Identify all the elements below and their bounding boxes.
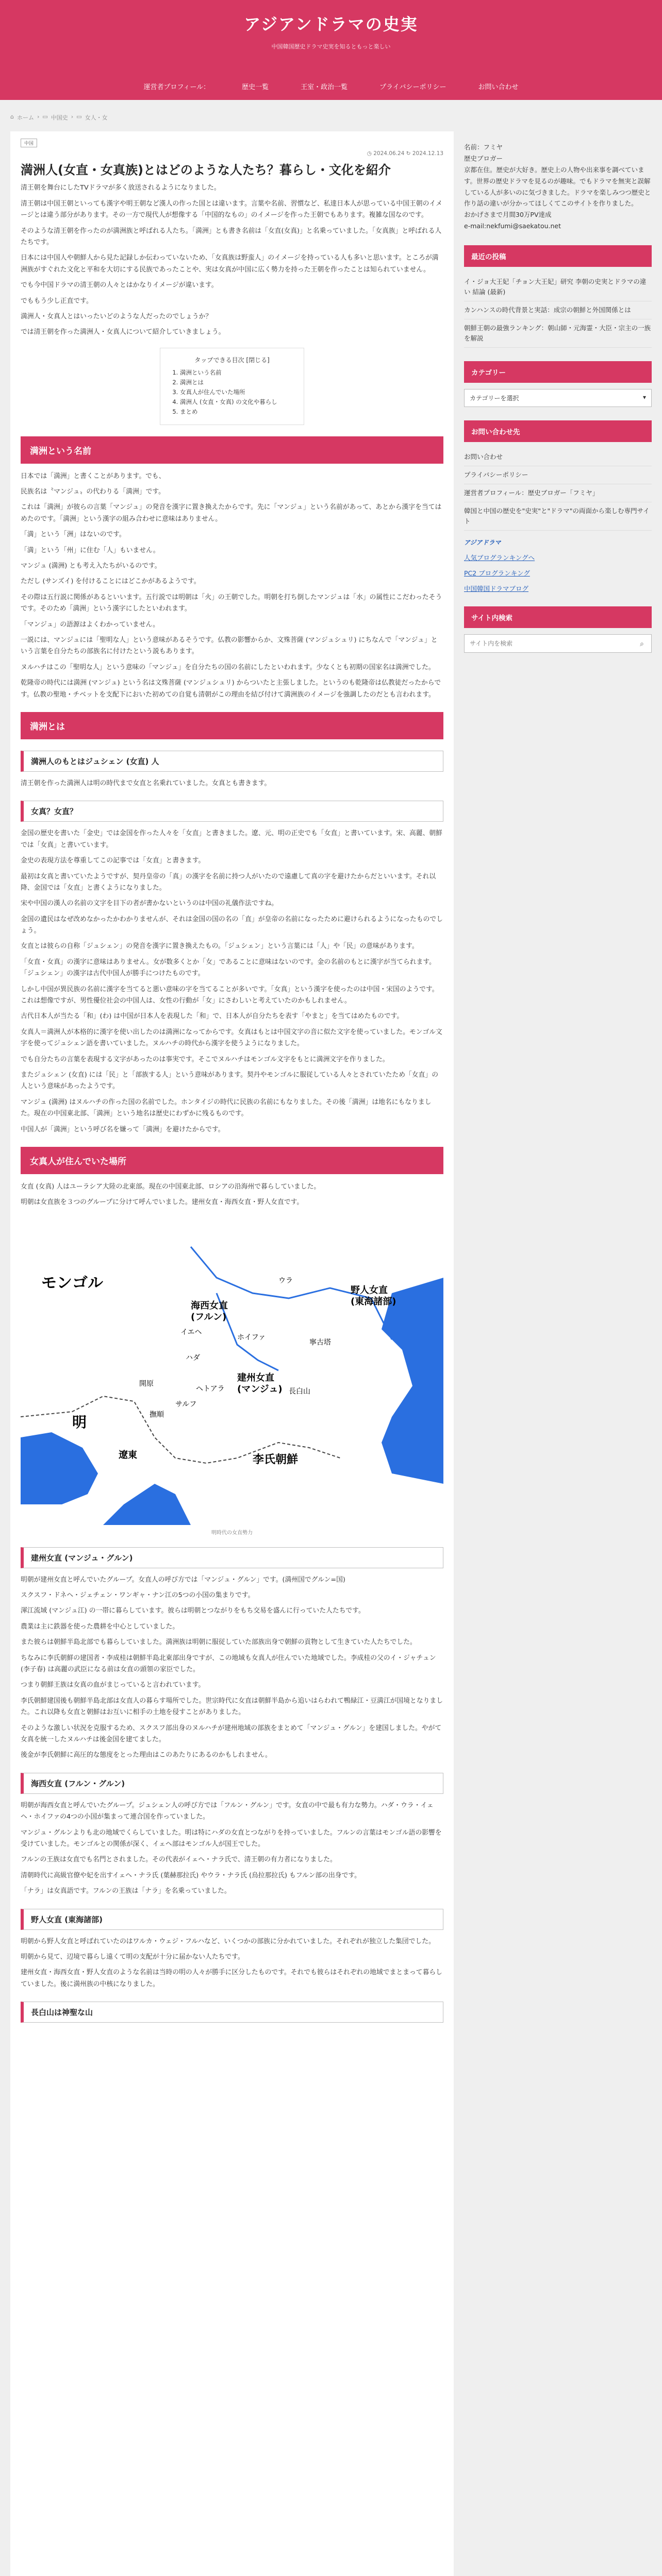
map-label: 長白山 [289,1387,310,1396]
map-label: 遼東 [119,1449,137,1461]
section-paragraph: ヌルハチはこの「聖明な人」という意味の「マンジュ」を自分たちの国の名前にしたといわれます。少なくとも初期の国家名は満洲でした。 [21,663,435,671]
subsection-heading: 野人女直 (東海諸部) [21,1909,443,1930]
category-tag[interactable]: 中国 [21,139,37,147]
search-button[interactable] [633,635,651,652]
section-paragraph: マンジュ・グルンよりも北の地域でくらしていました。明は特にハダの女直とつながりを持っていました。フルンの言葉はモンゴル語の影響を受けていました。モンゴルとの関係が深く、イェヘ部はモンゴル人が国王でした。 [21,1828,442,1848]
section-paragraph: 女真人＝満洲人が本格的に漢字を使い出したのは満洲になってからです。女真はもとは中国文字の音に似た文字を使っていました。モンゴル文字を使ってジュシェン語を書いていました。ヌルハチの時代から漢字を使うようになりました。 [21,1028,442,1048]
search-heading: サイト内検索 [464,606,652,628]
section-paragraph: 女直 (女真) 人はユーラシア大陸の北東部。現在の中国東北部、ロシアの沿海州で暮らしていました。 [21,1182,321,1191]
section-paragraph: 「マンジュ」の語源はよくわかっていません。 [21,620,159,629]
map-label: 海西女直(フルン) [191,1300,228,1323]
section-paragraph: 金国の遺民はなぜ改めなかったかわかりませんが、それは金国の国の名の「直」が皇帝の名前になったために避けられるようになったものでしょう。 [21,915,443,935]
section-paragraph: 「女直・女真」の漢字に意味はありません。女が数多くとか「女」であることに意味はないのです。金の名前のもとに漢字が当てられます。「ジュシェン」の漢字は古代中国人が勝手につけたものです。 [21,958,436,978]
section-paragraph: 古代日本人が当たる「和」(わ) は中国が日本人を表現した「和」で、日本人が自分たちを表す「やまと」を当てはめたものです。 [21,1012,404,1021]
section-paragraph: ただし (サンズイ) を付けることにはどこかがあるようです。 [21,578,201,586]
section-paragraph: フルンの王族は女直でも名門とされました。その代表がイェヘ・ナラ氏で、清王朝の有力者になりました。 [21,1856,337,1864]
profile-bio: 京都在住。歴史が大好き。歴史上の人物や出来事を調べています。世界の歴史ドラマを見るのが趣味。でもドラマを無実と誤解している人が多いのに気づきました。ドラマを楽しみつつ歴史と作り話の違いが分かってほしくてこのサイトを作りました。 [464,165,651,208]
recent-post-link[interactable]: 朝鮮王朝の最強ランキング：朝山師・元海霊・大臣・宗主の一族を解説 [464,319,652,348]
section-paragraph: でも自分たちの言葉を表現する文字があったのは事実です。そこでヌルハチはモンゴル文字をもとに満洲文字を作りました。 [21,1055,389,1063]
article [10,131,454,2576]
ranking-link[interactable]: 人気ブログランキングへ [464,554,535,562]
toc-item[interactable]: 3. 女真人が住んでいた場所 [180,388,292,396]
intro-paragraph: 清王朝を舞台にしたTVドラマが多く放送されるようになりました。 [21,184,221,192]
clock-icon: ◷ [367,150,372,157]
ranking-link-drama[interactable]: 中国韓国ドラマブログ [464,585,529,592]
recent-post-link[interactable]: イ・ジョ大王妃「チョン大王妃」研究 李朝の史実とドラマの違い 結論 (最新) [464,273,652,301]
post-dates [21,150,443,157]
sidebar [464,142,652,666]
section-paragraph: 民族名は〝マンジュ〟の代わりる「満洲」です。 [21,488,165,496]
map-label: 李氏朝鮮 [253,1453,299,1466]
intro-paragraph: 満洲人・女真人とはいったいどのような人だったのでしょうか？ [21,312,212,320]
section-paragraph: 後金が李氏朝鮮に高圧的な態度をとった理由はこのあたりにあるのかもしれません。 [21,1751,272,1759]
map-caption: 明時代の女直勢力 [211,1530,253,1536]
article-body [21,182,443,2023]
breadcrumb-category[interactable]: 中国史 [51,114,68,121]
recent-post-link[interactable]: カンハンスの時代背景と実話：成宗の朝鮮と外国関係とは [464,301,652,319]
nav-item-privacy[interactable]: プライバシーポリシー [379,83,446,91]
section-paragraph: しかし中国が異民族の名前に漢字を当てると悪い意味の字を当てることが多いです。「女真」という漢字を使ったのは中国・宋国のようです。これは想像ですが、男性優位社会の中国人は、女性の行動が「女」にさわしいと考えていたのかもしれません。 [21,985,439,1005]
search-box [464,634,652,653]
nav-item-history[interactable]: 歴史一覧 [242,83,269,91]
map-label: モンゴル [41,1274,103,1292]
map-label: ハダ [186,1353,200,1362]
section-paragraph: マンジュ (満洲) はヌルハチの作った国の名前でした。ホンタイジの時代に民族の名前にもなりました。その後「満洲」は地名にもなりました。現在の中国東北部、「満洲」という地名は歴史にわずかに残るものです。 [21,1098,432,1118]
search-widget [464,606,652,653]
subsection-heading: 建州女直 (マンジュ・グルン) [21,1547,443,1568]
map-label: イエヘ [180,1328,202,1336]
section-paragraph: また彼らは朝鮮半島北部でも暮らしていました。満洲族は明朝に服従していた部族出身で朝鮮の貢物として生きていた人たちでした。 [21,1638,417,1647]
map-label: 建州女直(マンジュ) [237,1372,283,1395]
nav-item-royalty[interactable]: 王室・政治一覧 [301,83,348,91]
site-title[interactable]: アジアンドラマの史実 [244,14,418,34]
map-label: 撫順 [150,1410,164,1419]
breadcrumb: ⌂ ホーム › ▭ 中国史 › ▭ 女人・女 [10,113,108,121]
category-select[interactable]: カテゴリーを選択 ▾ [464,389,652,407]
date-updated: 2024.12.13 [412,150,443,157]
subsection-heading: 長白山は神聖な山 [21,2002,443,2023]
toc-item[interactable]: 5. まとめ [180,408,292,416]
home-icon: ⌂ [10,113,14,120]
section-paragraph: そのような激しい状況を克服するため、スクスフ部出身のヌルハチが建州地域の部族をまとめて「マンジュ・グルン」を建国しました。やがて女真を統一したヌルハチは後金国を建てました。 [21,1724,442,1743]
section-paragraph: 明朝から見て、辺境で暮らし遠くて明の支配が十分に届かない人たちです。 [21,1953,244,1961]
ranking-badge[interactable]: アジアドラマ [464,539,501,546]
privacy-link[interactable]: プライバシーポリシー [464,466,652,484]
section-paragraph: 金国の歴史を書いた「金史」では金国を作った人々を「女直」と書きました。遼、元、明の正史でも「女直」と書いています。宋、高麗、朝鮮では「女真」と書いています。 [21,829,442,849]
section-heading: 満洲という名前 [21,436,443,464]
subsection-heading: 女真？女直？ [21,801,443,822]
contact-widget [464,420,652,593]
section-paragraph: 明朝が建州女直と呼んでいたグループ。女直人の呼び方では「マンジュ・グルン」です。(満州国でグルン=国) [21,1575,345,1584]
ranking-link-pc2[interactable]: PC2 ブログランキング [464,569,530,577]
folder-icon: ▭ [76,113,82,120]
profile-link[interactable]: 運営者プロフィール：歴史ブロガー「フミヤ」 [464,484,652,502]
intro-paragraph: では清王朝を作った満洲人・女真人について紹介していきましょう。 [21,328,225,336]
section-heading: 女真人が住んでいた場所 [21,1147,443,1174]
search-input[interactable] [465,635,633,652]
recent-posts-heading: 最近の投稿 [464,245,652,267]
date-published: 2024.06.24 [373,150,405,157]
section-paragraph: これは「満洲」が彼らの言葉「マンジュ」の発音を漢字に置き換えたからです。先に「マンジュ」という名前があって、あとから漢字を当てはめたのです。「満洲」という漢字の組み合わせに意味はありません。 [21,503,442,523]
contact-link[interactable]: お問い合わせ [464,448,652,466]
section-paragraph: 清朝時代に高級官僚や妃を出すイェヘ・ナラ氏 (葉赫那拉氏) やウラ・ナラ氏 (烏拉那拉氏) もフルン部の出身です。 [21,1871,361,1879]
section-paragraph: ちなみに李氏朝鮮の建国者・李成桂は朝鮮半島北東部出身ですが、この地域も女真人が住んでいた地域でした。李成桂の父のイ・ジャチュン (李子春) は高麗の武臣になる前は女直の頭領の家臣でした。 [21,1654,436,1674]
section-paragraph: 女直とは彼らの自称「ジュシェン」の発音を漢字に置き換えたもの。「ジュシェン」という言葉には「人」や「民」の意味があります。 [21,942,419,951]
section-paragraph: 金史の表現方法を尊重してこの記事では「女直」と書きます。 [21,857,205,865]
toc-title[interactable]: タップできる目次 [閉じる] [194,356,270,364]
category-heading: カテゴリー [464,361,652,383]
map-label: 開原 [139,1379,154,1388]
chevron-down-icon: ▾ [642,394,646,401]
profile-email[interactable]: e-mail:nekfumi@saekatou.net [464,222,561,230]
table-of-contents [160,348,304,425]
profile-role: 歴史ブロガー [464,154,503,162]
section-paragraph: 渾江流域 (マンジュ江) の一帯に暮らしています。彼らは明朝とつながりをもち交易を盛んに行っていた人たちです。 [21,1607,365,1615]
nav-item-contact[interactable]: お問い合わせ [478,83,519,91]
map-label: 野人女直(東海諸部) [351,1284,396,1307]
toc-item[interactable]: 1. 満洲という名前 [180,368,292,377]
intro-paragraph: そのような清王朝を作ったのが満洲族と呼ばれる人たち。「満洲」とも書き名前は「女直(女真)」と名乗っていました。「女真族」と呼ばれる人たちです。 [21,227,442,246]
map-label: ヘトアラ [196,1384,225,1393]
subsection-heading: 満洲人のもとはジュシェン (女直) 人 [21,751,443,772]
intro-paragraph: でも今中国ドラマの清王朝の人々とはかなりイメージが違います。 [21,281,218,290]
profile-pv: おかげさまで月間30万PV達成 [464,211,552,219]
section-paragraph: つまり朝鮮王族は女真の血がまじっていると言われています。 [21,1681,205,1689]
section-heading: 満洲とは [21,712,443,739]
section-paragraph: 中国人が「満洲」という呼び名を嫌って「満洲」を避けたからです。 [21,1125,225,1133]
profile-widget [464,142,652,232]
section-paragraph: 「満」という「洲」はないのです。 [21,531,126,539]
intro-paragraph: 日本には中国人や朝鮮人から見た記録しか伝わっていないため、「女真族は野蛮人」のイメージを持っている人も多いと思います。ところが満洲族がすぐれた文化と平和を大切にする民族であったことや、実は女真が中国に広く勢力を持った王朝を作ったことは知られていません。 [21,254,439,274]
intro-paragraph: でももう少し正直です。 [21,297,93,305]
section-paragraph: 清王朝を作った満洲人は明の時代まで女直と名乗れていました。女真とも書きます。 [21,779,271,787]
section-paragraph: 日本では「満洲」と書くことがあります。でも、 [21,472,166,480]
section-paragraph: 乾隆帝の時代には満洲 (マンジュ) という名は文殊菩薩 (マンジュシュリ) からついたと主張しました。というのも乾隆帝は仏教徒だったからです。仏教の聖地・チベットを支配下においた初めての自覚も清朝がこの理由を結び付けて満洲族のイメージを強調したのだとも言われます。 [21,679,441,699]
category-widget [464,361,652,407]
map-label: ウラ [278,1276,293,1285]
folder-icon: ▭ [42,113,48,120]
section-paragraph: 建州女直・海西女直・野人女直のような名前は当時の明の人々が勝手に区分したものです。それでも彼らはそれぞれの地域でまとまって暮らしていました。後に満州族の中核になりました。 [21,1969,442,1988]
section-paragraph: その際は五行説に関係があるといいます。五行説では明朝は「火」の王朝でした。明朝を打ち倒したマンジュは「水」の属性にこだわったそうです。そのため「満洲」という漢字にしたといわれます。 [21,593,442,613]
section-paragraph: またジュシェン (女直) には「民」と「部族する人」という意味があります。契丹やモンゴルに服従している人々とされていたため「女直」の人という意味があったようです。 [21,1071,438,1091]
section-paragraph: 明朝が海西女直と呼んでいたグループ。ジュシェン人の呼び方では「フルン・グルン」です。女直の中で最も有力な勢力。ハダ・ウラ・イェヘ・ホイファの4つの小国が集まって連合国を作っていました。 [21,1801,434,1821]
map-label: サルフ [175,1400,197,1409]
search-icon: ⌕ [640,639,644,648]
map-label: 寧古塔 [309,1338,331,1347]
section-paragraph: 「ナラ」は女真語です。フルンの王族は「ナラ」を名乗っていました。 [21,1887,231,1895]
site-description: 中国韓国歴史ドラマ史実を知るともっと楽しい [271,43,391,50]
section-paragraph: 「満」という「州」に住む「人」もいません。 [21,546,160,554]
manchuria-map [21,1216,443,1525]
map-figure [21,1216,443,1525]
section-paragraph: 明朝から野人女直と呼ばれていたのはワルカ・ウェジ・フルハなど、いくつかの部族に分かれていました。それぞれが独立した集団でした。 [21,1937,435,1945]
global-nav [0,81,662,91]
post-title: 満洲人(女直・女真族)とはどのような人たち？暮らし・文化を紹介 [21,163,391,177]
contact-heading: お問い合わせ先 [464,420,652,442]
breadcrumb-home[interactable]: ホーム [16,114,34,121]
breadcrumb-subcategory[interactable]: 女人・女 [85,114,108,121]
section-paragraph: 宋や中国の漢人の名前の文字を目下の者が書かないというのは中国の礼儀作法ですね。 [21,900,278,908]
section-paragraph: 最初は女真と書いていたようですが、契丹皇帝の「真」の漢字を名前に持つ人がいたので遠慮して真の字を避けたからだといいます。それ以降、金国では「女直」と書くようになりました。 [21,872,436,892]
recent-posts-widget [464,245,652,348]
section-paragraph: マンジュ (満洲) とも考え入たちがいるのです。 [21,562,161,570]
about-link[interactable]: 韓国と中国の歴史を"史実"と"ドラマ"の両面から楽しむ専門サイト [464,502,652,531]
section-paragraph: 李氏朝鮮建国後も朝鮮半島北部は女直人の暮らす場所でした。世宗時代に女直は朝鮮半島から追いはらわれて鴨緑江・豆満江が国境となりました。これ以降も女直と朝鮮はお互いに相手の土地を侵すことがありました。 [21,1697,443,1717]
section-paragraph: 明朝は女直族を３つのグループに分けて呼んでいました。建州女直・海西女直・野人女直です。 [21,1198,304,1207]
subsection-heading: 海西女直 (フルン・グルン) [21,1773,443,1794]
profile-name: 名前：フミヤ [464,143,503,151]
toc-item[interactable]: 4. 満洲人 (女直・女真) の文化や暮らし [180,398,292,406]
section-paragraph: 一説には、マンジュには「聖明な人」という意味があるそうです。仏教の影響からか、文殊菩薩 (マンジュシュリ) にちなんで「マンジュ」という言葉を自分たちの部族名に付けたという説もあります。 [21,636,438,656]
refresh-icon: ↻ [406,150,411,157]
map-label: 明 [72,1413,87,1431]
site-header [0,0,662,100]
section-paragraph: 農業は主に鉄器を使った農耕を中心としていました。 [21,1622,179,1631]
map-label: ホイファ [237,1333,266,1342]
intro-paragraph: 清王朝は中国王朝といっても漢字や明王朝など漢人の作った国とは違います。言葉や名前、習慣など、私達日本人が思っている中国王朝のイメージとは違う部分があります。その一方で現代人が想像する「中国的なもの」のイメージを作った王朝でもあります。複雑な国なのです。 [21,199,442,219]
section-paragraph: スクスフ・ドネヘ・ジェチェン・ワンギャ・ナン江の5つの小国の集まりです。 [21,1591,255,1600]
toc-item[interactable]: 2. 満洲とは [180,378,292,386]
nav-item-profile[interactable]: 運営者プロフィール： [143,83,210,91]
